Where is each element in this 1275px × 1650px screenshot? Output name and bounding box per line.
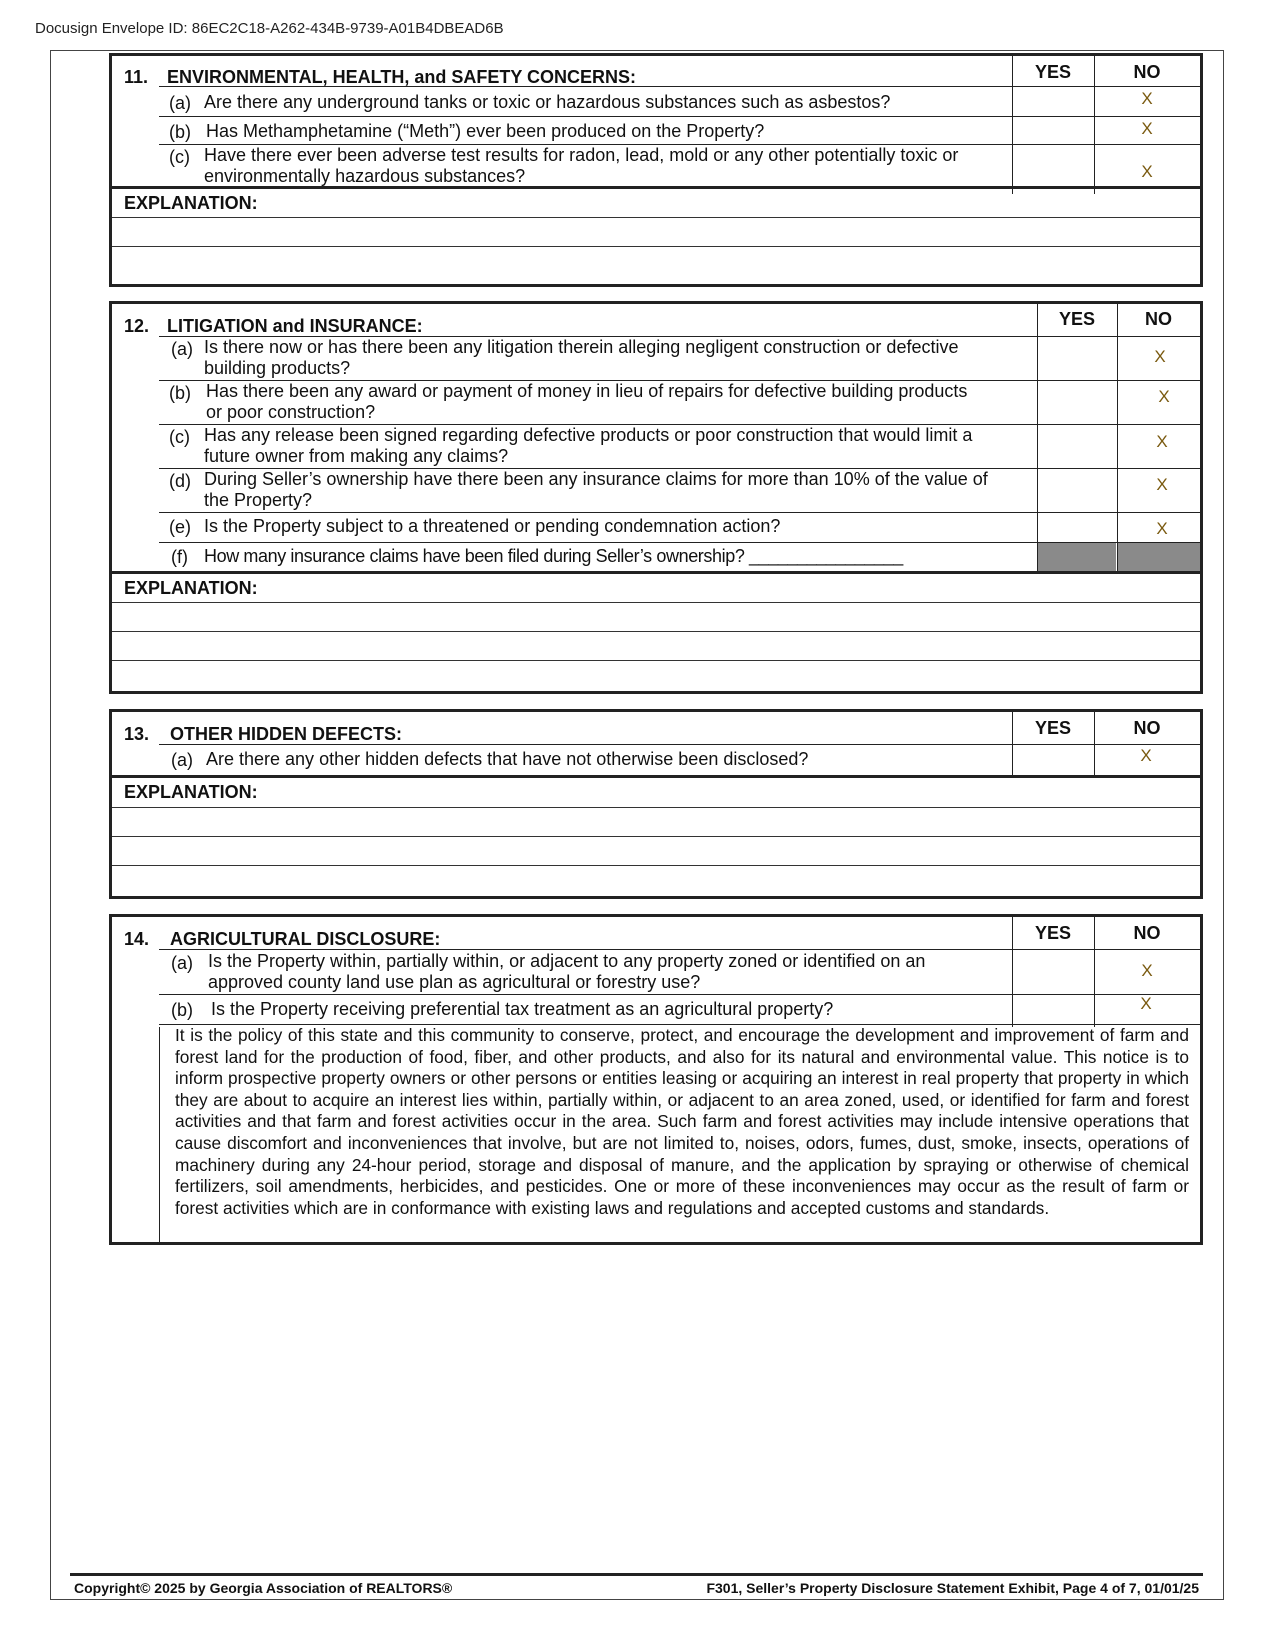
claims-count-question: How many insurance claims have been filed during Seller’s ownership? ________________ (204, 546, 903, 566)
question-text: Are there any underground tanks or toxic or hazardous substances such as asbestos? (204, 92, 891, 112)
no-checkbox-mark[interactable]: X (1154, 347, 1166, 366)
no-checkbox-mark[interactable]: X (1140, 746, 1152, 765)
explanation-label: EXPLANATION: (124, 782, 258, 802)
copyright-notice: Copyright© 2025 by Georgia Association of REALTORS® (74, 1580, 453, 1596)
explanation-label: EXPLANATION: (124, 193, 258, 213)
no-checkbox-mark[interactable]: X (1141, 119, 1153, 138)
question-letter: (e) (169, 517, 191, 537)
section-12 (109, 301, 1203, 694)
no-checkbox-mark[interactable]: X (1158, 387, 1170, 406)
section-title: LITIGATION and INSURANCE: (167, 316, 423, 336)
shaded-yes-cell (1038, 543, 1116, 571)
form-identifier: F301, Seller’s Property Disclosure Statement Exhibit, Page 4 of 7, 01/01/25 (706, 1580, 1199, 1596)
question-letter: (c) (169, 427, 190, 447)
yes-column-header: YES (1034, 923, 1072, 943)
question-text: During Seller’s ownership have there been any insurance claims for more than 10% of the value of the Property? (204, 469, 988, 510)
question-letter: (a) (171, 953, 193, 973)
question-letter: (a) (171, 339, 193, 359)
no-column-header: NO (1145, 309, 1172, 329)
question-text: Is the Property subject to a threatened or pending condemnation action? (204, 516, 781, 536)
question-text: Is the Property receiving preferential tax treatment as an agricultural property? (211, 999, 834, 1019)
section-number: 14. (124, 929, 150, 949)
no-column-header: NO (1133, 62, 1161, 82)
section-title: OTHER HIDDEN DEFECTS: (170, 724, 403, 744)
yes-column-header: YES (1034, 718, 1072, 738)
question-letter: (b) (169, 122, 191, 142)
section-number: 11. (124, 67, 149, 87)
agricultural-policy-notice: It is the policy of this state and this community to conserve, protect, and encourage the development and improvement of farm and forest land for the production of food, fiber, and other products, and also for its natural and environmental value. This notice is to inform prospective property owners or other persons or entities leasing or acquiring an interest in real property that property in which they are about to acquire an interest lies within, partially within, or adjacent to an area zoned, used, or identified for farm and forest activities and that farm and forest activities occur in the area. Such farm and forest activities may include intensive operations that cause discomfort and inconveniences that involve, but are not limited to, noises, odors, fumes, dust, smoke, insects, operations of machinery during any 24-hour period, storage and disposal of manure, and the application by spraying or otherwise of chemical fertilizers, soil amendments, herbicides, and pesticides. One or more of these inconveniences may occur as the result of farm or forest activities which are in conformance with existing laws and regulations and accepted customs and standards. (175, 1025, 1189, 1218)
yes-column-header: YES (1034, 62, 1072, 82)
section-number: 13. (124, 724, 150, 744)
no-checkbox-mark[interactable]: X (1140, 994, 1152, 1013)
explanation-label: EXPLANATION: (124, 578, 258, 598)
no-checkbox-mark[interactable]: X (1156, 432, 1168, 451)
no-checkbox-mark[interactable]: X (1141, 162, 1153, 181)
question-letter: (b) (169, 383, 191, 403)
section-13 (109, 709, 1203, 899)
question-letter: (a) (169, 93, 191, 113)
question-letter: (d) (169, 471, 191, 491)
shaded-no-cell (1118, 543, 1200, 571)
yes-column-header: YES (1058, 309, 1096, 329)
no-column-header: NO (1133, 718, 1161, 738)
question-letter: (c) (169, 147, 190, 167)
question-text: Has any release been signed regarding defective products or poor construction that would limit a future owner from making any claims? (204, 425, 973, 466)
question-letter: (f) (171, 547, 188, 567)
no-checkbox-mark[interactable]: X (1141, 89, 1153, 108)
no-checkbox-mark[interactable]: X (1156, 519, 1168, 538)
question-text: Is there now or has there been any litigation therein alleging negligent construction or defective building products? (204, 337, 959, 378)
section-title: AGRICULTURAL DISCLOSURE: (170, 929, 441, 949)
envelope-id: Docusign Envelope ID: 86EC2C18-A262-434B-9739-A01B4DBEAD6B (35, 20, 504, 37)
footer-divider (70, 1573, 1203, 1576)
section-number: 12. (124, 316, 150, 336)
no-column-header: NO (1133, 923, 1161, 943)
section-title: ENVIRONMENTAL, HEALTH, and SAFETY CONCERNS: (167, 67, 637, 87)
question-text: Is the Property within, partially within, or adjacent to any property zoned or identified on an approved county land use plan as agricultural or forestry use? (208, 951, 926, 992)
question-text: Have there ever been adverse test results for radon, lead, mold or any other potentially toxic or environmentally hazardous substances? (204, 145, 959, 186)
section-14 (109, 914, 1203, 1245)
question-text: Are there any other hidden defects that have not otherwise been disclosed? (206, 749, 809, 769)
question-letter: (a) (171, 750, 193, 770)
section-11 (109, 53, 1203, 287)
question-text: Has there been any award or payment of money in lieu of repairs for defective building products or poor construction? (206, 381, 968, 422)
question-letter: (b) (171, 1000, 193, 1020)
no-checkbox-mark[interactable]: X (1156, 475, 1168, 494)
question-text: Has Methamphetamine (“Meth”) ever been produced on the Property? (206, 121, 765, 141)
no-checkbox-mark[interactable]: X (1141, 961, 1153, 980)
